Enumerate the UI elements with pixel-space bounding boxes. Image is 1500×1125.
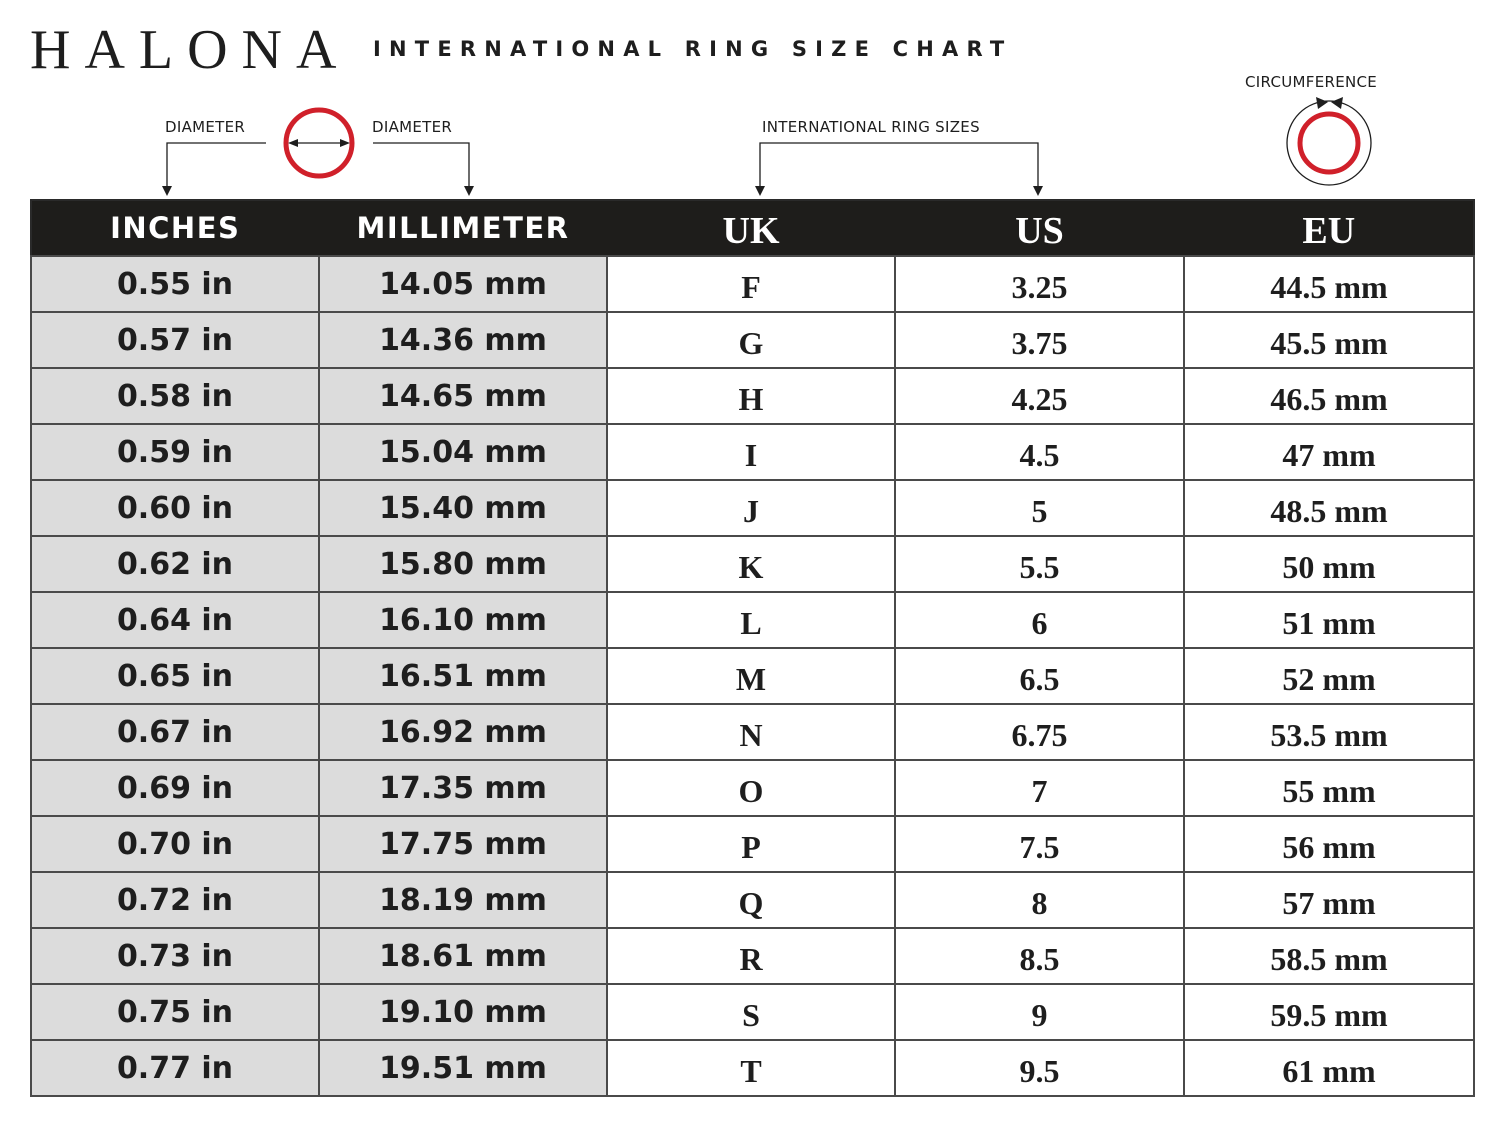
cell-uk: M — [607, 648, 895, 704]
cell-us: 9 — [895, 984, 1184, 1040]
column-header-eu: EU — [1184, 200, 1474, 256]
international-sizes-label: INTERNATIONAL RING SIZES — [762, 118, 980, 136]
cell-millimeter: 17.35 mm — [319, 760, 607, 816]
cell-eu: 55 mm — [1184, 760, 1474, 816]
cell-eu: 46.5 mm — [1184, 368, 1474, 424]
cell-uk: S — [607, 984, 895, 1040]
cell-eu: 45.5 mm — [1184, 312, 1474, 368]
cell-uk: T — [607, 1040, 895, 1096]
table-row — [31, 984, 1474, 1040]
table-row — [31, 816, 1474, 872]
cell-millimeter: 19.10 mm — [319, 984, 607, 1040]
cell-uk: P — [607, 816, 895, 872]
column-header-us: US — [895, 200, 1184, 256]
cell-us: 8 — [895, 872, 1184, 928]
cell-eu: 59.5 mm — [1184, 984, 1474, 1040]
cell-millimeter: 17.75 mm — [319, 816, 607, 872]
column-header-uk: UK — [607, 200, 895, 256]
circumference-ring-icon — [1287, 97, 1371, 185]
cell-inches: 0.58 in — [31, 368, 319, 424]
cell-inches: 0.72 in — [31, 872, 319, 928]
cell-millimeter: 16.92 mm — [319, 704, 607, 760]
table-row — [31, 872, 1474, 928]
diameter-ring-icon — [286, 110, 352, 176]
cell-uk: N — [607, 704, 895, 760]
legend-diagram — [0, 0, 1500, 200]
table-row — [31, 312, 1474, 368]
cell-eu: 52 mm — [1184, 648, 1474, 704]
cell-inches: 0.65 in — [31, 648, 319, 704]
cell-us: 3.25 — [895, 256, 1184, 312]
table-row — [31, 1040, 1474, 1096]
cell-us: 4.5 — [895, 424, 1184, 480]
cell-us: 9.5 — [895, 1040, 1184, 1096]
ring-size-table — [30, 199, 1475, 1097]
cell-inches: 0.55 in — [31, 256, 319, 312]
brand-logo: HALONA — [30, 19, 351, 81]
cell-inches: 0.67 in — [31, 704, 319, 760]
cell-uk: I — [607, 424, 895, 480]
cell-millimeter: 18.61 mm — [319, 928, 607, 984]
cell-millimeter: 15.80 mm — [319, 536, 607, 592]
cell-millimeter: 19.51 mm — [319, 1040, 607, 1096]
cell-us: 7 — [895, 760, 1184, 816]
cell-eu: 47 mm — [1184, 424, 1474, 480]
cell-eu: 48.5 mm — [1184, 480, 1474, 536]
cell-uk: O — [607, 760, 895, 816]
cell-millimeter: 14.65 mm — [319, 368, 607, 424]
table-row — [31, 424, 1474, 480]
cell-us: 8.5 — [895, 928, 1184, 984]
table-row — [31, 480, 1474, 536]
table-row — [31, 928, 1474, 984]
cell-millimeter: 16.51 mm — [319, 648, 607, 704]
page-title: INTERNATIONAL RING SIZE CHART — [373, 37, 1013, 61]
cell-uk: G — [607, 312, 895, 368]
cell-us: 6.75 — [895, 704, 1184, 760]
cell-millimeter: 14.36 mm — [319, 312, 607, 368]
table-header-row — [31, 200, 1474, 256]
table-row — [31, 368, 1474, 424]
cell-uk: J — [607, 480, 895, 536]
cell-eu: 58.5 mm — [1184, 928, 1474, 984]
cell-eu: 56 mm — [1184, 816, 1474, 872]
cell-eu: 53.5 mm — [1184, 704, 1474, 760]
cell-inches: 0.64 in — [31, 592, 319, 648]
cell-us: 6.5 — [895, 648, 1184, 704]
cell-millimeter: 18.19 mm — [319, 872, 607, 928]
circumference-label: CIRCUMFERENCE — [1245, 73, 1378, 91]
cell-millimeter: 15.04 mm — [319, 424, 607, 480]
cell-us: 5 — [895, 480, 1184, 536]
cell-inches: 0.60 in — [31, 480, 319, 536]
cell-inches: 0.73 in — [31, 928, 319, 984]
cell-eu: 61 mm — [1184, 1040, 1474, 1096]
cell-uk: Q — [607, 872, 895, 928]
cell-inches: 0.57 in — [31, 312, 319, 368]
table-row — [31, 536, 1474, 592]
cell-us: 4.25 — [895, 368, 1184, 424]
cell-eu: 51 mm — [1184, 592, 1474, 648]
table-row — [31, 704, 1474, 760]
table-row — [31, 760, 1474, 816]
cell-uk: R — [607, 928, 895, 984]
cell-millimeter: 15.40 mm — [319, 480, 607, 536]
cell-us: 3.75 — [895, 312, 1184, 368]
cell-inches: 0.69 in — [31, 760, 319, 816]
cell-millimeter: 14.05 mm — [319, 256, 607, 312]
cell-inches: 0.59 in — [31, 424, 319, 480]
cell-inches: 0.70 in — [31, 816, 319, 872]
diameter-label-left: DIAMETER — [165, 118, 246, 136]
diameter-arrow-right-icon — [373, 143, 474, 196]
cell-us: 6 — [895, 592, 1184, 648]
cell-eu: 57 mm — [1184, 872, 1474, 928]
column-header-millimeter: MILLIMETER — [319, 200, 607, 256]
cell-inches: 0.77 in — [31, 1040, 319, 1096]
cell-millimeter: 16.10 mm — [319, 592, 607, 648]
cell-uk: F — [607, 256, 895, 312]
cell-us: 5.5 — [895, 536, 1184, 592]
table-row — [31, 256, 1474, 312]
cell-us: 7.5 — [895, 816, 1184, 872]
diameter-label-right: DIAMETER — [372, 118, 453, 136]
diameter-arrow-left-icon — [162, 143, 266, 196]
international-sizes-bracket-icon — [755, 143, 1043, 196]
cell-inches: 0.62 in — [31, 536, 319, 592]
column-header-inches: INCHES — [31, 200, 319, 256]
cell-eu: 50 mm — [1184, 536, 1474, 592]
cell-uk: H — [607, 368, 895, 424]
cell-uk: L — [607, 592, 895, 648]
table-row — [31, 592, 1474, 648]
cell-inches: 0.75 in — [31, 984, 319, 1040]
cell-uk: K — [607, 536, 895, 592]
table-row — [31, 648, 1474, 704]
cell-eu: 44.5 mm — [1184, 256, 1474, 312]
